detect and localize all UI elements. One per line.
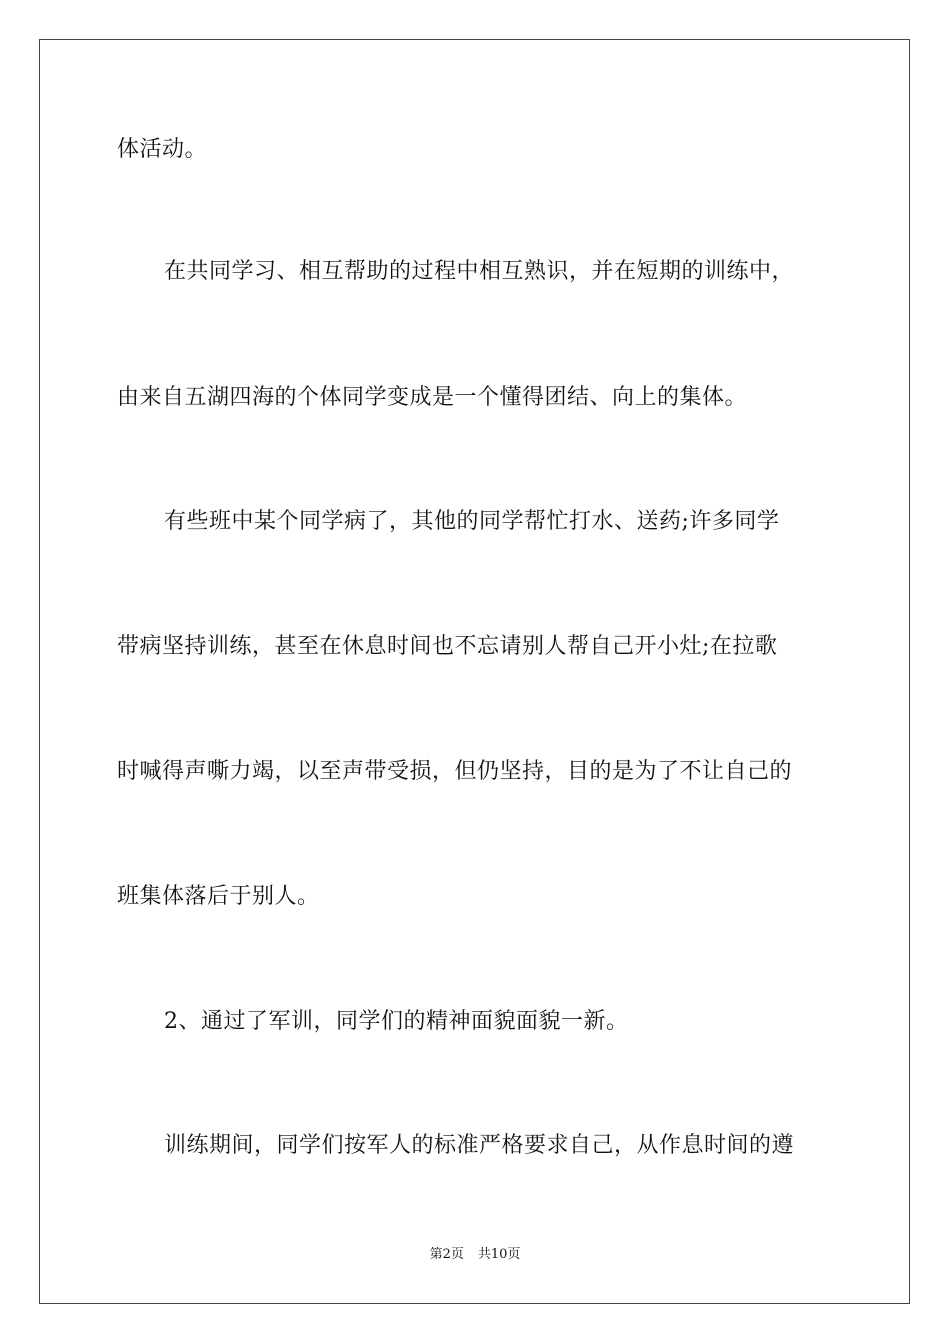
text-line: 由来自五湖四海的个体同学变成是一个懂得团结、向上的集体。	[117, 385, 748, 410]
page-number: 第2页	[429, 1247, 464, 1262]
text-line: 有些班中某个同学病了，其他的同学帮忙打水、送药;许多同学	[164, 509, 780, 534]
text-line: 带病坚持训练，甚至在休息时间也不忘请别人帮自己开小灶;在拉歌	[117, 634, 778, 659]
page-border	[39, 39, 910, 1304]
text-line: 在共同学习、相互帮助的过程中相互熟识，并在短期的训练中，	[164, 259, 795, 284]
text-line: 时喊得声嘶力竭，以至声带受损，但仍坚持，目的是为了不让自己的	[117, 759, 793, 784]
page-total: 共10页	[477, 1247, 521, 1262]
text-line: 体活动。	[117, 137, 208, 162]
page-footer	[0, 1246, 950, 1264]
text-line: 2、通过了军训，同学们的精神面貌面貌一新。	[164, 1009, 629, 1034]
text-line: 训练期间，同学们按军人的标准严格要求自己，从作息时间的遵	[164, 1133, 795, 1158]
text-line: 班集体落后于别人。	[117, 884, 320, 909]
